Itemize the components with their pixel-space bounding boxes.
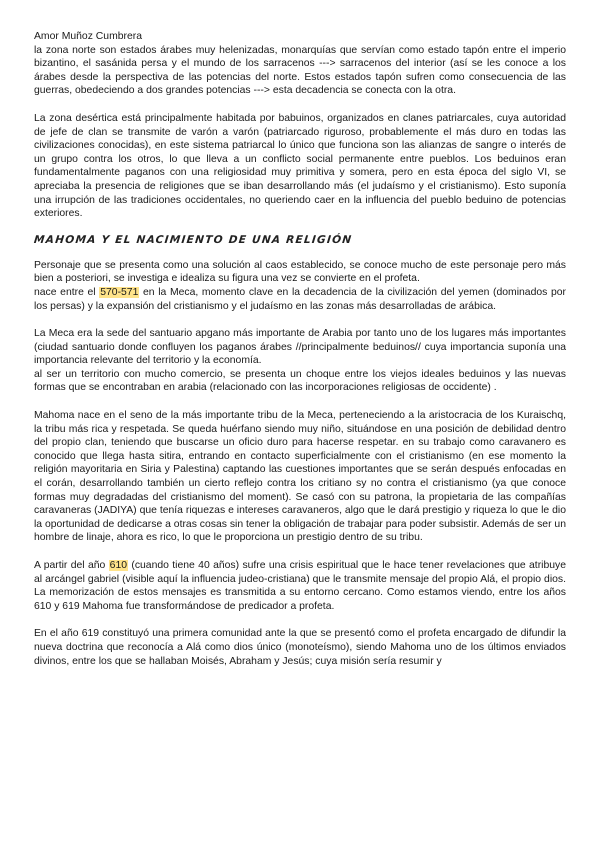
paragraph-spacer [34,613,566,627]
paragraph-spacer [34,98,566,112]
paragraph-commerce: al ser un territorio con mucho comercio, se presenta un choque entre los viejos ideales beduinos y las nuevas formas que se encontraban en arabia (relacionado con las incorporaciones religiosas de occidente) . [34,368,566,394]
paragraph-first-community: En el año 619 constituyó una primera comunidad ante la que se presentó como el profeta encargado de difundir la nueva doctrina que reconocía a Alá como dios único (monoteísmo), siendo Mahoma uno de los últimos enviados divinos, entre los que se hallaban Moisés, Abraham y Jesús; cuya misión sería resumir y [34,628,566,667]
paragraph-spacer [34,247,566,259]
paragraph-mahoma-life: Mahoma nace en el seno de la más importante tribu de la Meca, perteneciendo a la aristocracia de los Kuraischq, la tribu más rica y respetada. Se queda huérfano siendo muy niño, situándose en una posición de debilidad dentro del propio clan, teniendo que buscarse un oficio duro para hacerse respetar. en su trabajo como caravanero es conocido que llega hasta sitira, entrando en contacto superficialmente con el cristianismo (en ese momento la religión mayoritaria en Siria y Palestina) captando las cuestiones importantes que se serán después enfocadas en el corán, desarrollando también un cierto reflejo contra los critiano sy no contra el cristianismo (ya que conoce formas muy degradadas del cristianismo del moment). Se casó con su patrona, la propietaria de las compañías caravaneras (JADIYA) que tenía riquezas e intereses caravaneros, algo que le dará prestigio y riqueza lo que le dio la oportunidad de dedicarse a otras cosas sin tener la obligación de trabajar para poder subsistir. Además de ser un hombre de linaje, ahora es rico, lo que le proporciona un prestigio dentro de su tribu. [34,410,566,544]
paragraph-spacer [34,221,566,233]
highlight-birth-years: 570-571 [100,286,139,298]
paragraph-desert-zone: La zona desértica está principalmente habitada por babuinos, organizados en clanes patriarcales, cuya autoridad de jefe de clan se transmite de varón a varón (patriarcado riguroso, probablemente el más duro en todas las civilizaciones conocidas), en este sistema patriarcal lo único que funciona son las alianzas de sangre o interés de un grupo contra los otros, lo que lleva a un conflicto social permanente entre pueblos. Los beduinos eran fundamentalmente paganos con una religiosidad muy primitiva y somera, pero en esta época del siglo VI, se apreciaba la presencia de religiones que se iban desarrollando más (el judaísmo y el cristianismo). Esto suponía una irrupción de las tradiciones occidentales, no queriendo caer en la influencia del pueblo beduino de potencias exteriores. [34,112,566,220]
birth-text-end: en la Meca, momento clave en la decadencia de la civilización del yemen (dominados por los persas) y la expansión del cristianismo y el judaísmo en las zonas más desarrolladas de arábica. [34,286,566,312]
paragraph-spacer [34,395,566,409]
revelations-text-start: A partir del año [34,560,109,571]
author-header: Amor Muñoz Cumbrera [34,31,142,42]
paragraph-spacer [34,313,566,327]
paragraph-spacer [34,545,566,559]
paragraph-character-intro: Personaje que se presenta como una solución al caos establecido, se conoce mucho de este personaje pero más bien a posteriori, se investiga e idealiza su figura una vez se convierte en el profeta. [34,259,566,285]
revelations-text-end: (cuando tiene 40 años) sufre una crisis espiritual que le hace tener revelaciones que atribuye al arcángel gabriel (visible aquí la influencia judeo-cristiana) que le transmite mensaje del propio Alá, el propio dios. La memorización de estos mensajes es transmitida a su entorno cercano. Como estamos viendo, entre los años 610 y 619 Mahoma fue transformándose de predicador a profeta. [34,560,566,612]
paragraph-northern-states: la zona norte son estados árabes muy helenizadas, monarquías que servían como estado tapón entre el imperio bizantino, el sasánida persa y el mundo de los sarracenos ---> sarracenos del interior (así se les conoce a los árabes desde la perspectiva de las potencias del norte. Estos estados tapón sufren como consecuencia de las guerras, obedeciendo a dos grandes potencias ---> esta decadencia se conecta con la otra. [34,44,566,97]
paragraph-birth [34,286,566,313]
birth-text-start: nace entre el [34,286,100,298]
paragraph-mecca: La Meca era la sede del santuario apgano más importante de Arabia por tanto uno de los lugares más importantes (ciudad santuario donde confluyen los paganos árabes //principalmente beduinos// cuya importancia suponía una importancia relevante del territorio y la economía. [34,328,566,367]
highlight-year-610: 610 [109,560,128,571]
paragraph-revelations [34,559,566,613]
section-heading: MAHOMA Y EL NACIMIENTO DE UNA RELIGIÓN [33,233,353,246]
